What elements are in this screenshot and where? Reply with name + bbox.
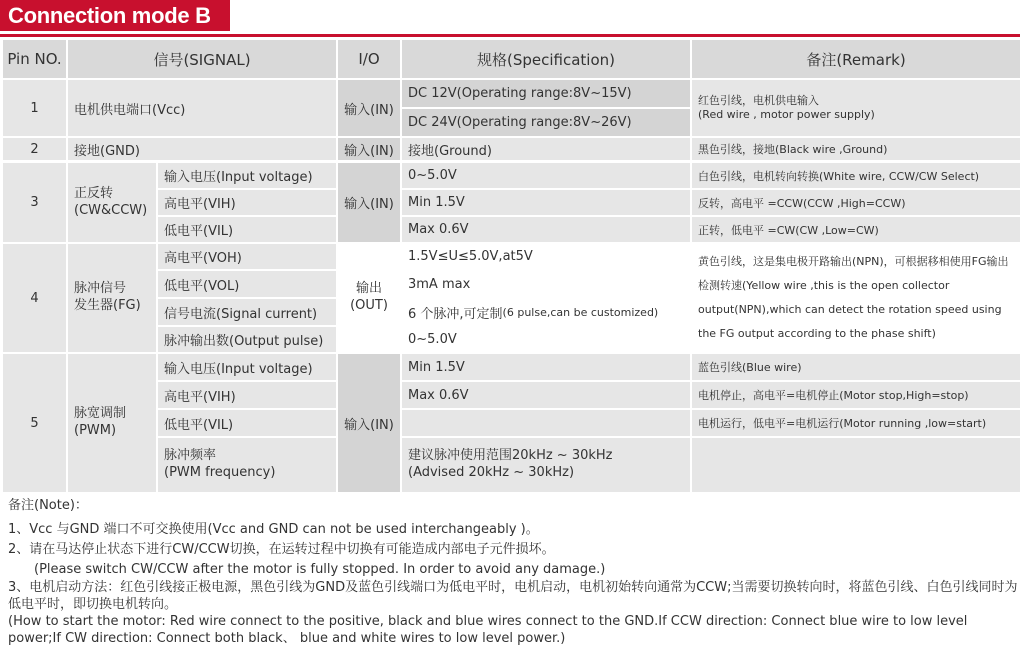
pin5-remark-wire: 蓝色引线(Blue wire) [692,354,1020,380]
pin3-spec-voltage: 0~5.0V [402,163,690,188]
pin5-spec-vih: Max 0.6V [402,382,690,408]
pin3-spec-vil: Max 0.6V [402,217,690,242]
pin5-sub-vih: 高电平(VIH) [158,382,336,408]
pin4-sub-voh: 高电平(VOH) [158,244,336,269]
pin4-spec-voh: 1.5V≤U≤5.0V,at5V [402,244,690,269]
pin2-spec: 接地(Ground) [402,138,690,160]
pin5-signal: 脉宽调制 (PWM) [68,354,156,492]
pin3-signal: 正反转 (CW&CCW) [68,163,156,242]
header-io: I/O [338,40,400,78]
pin5-sub-frequency: 脉冲频率 (PWM frequency) [158,438,336,492]
pin1-number: 1 [3,80,66,136]
pin4-sub-signal-current: 信号电流(Signal current) [158,299,336,325]
pin4-spec-vol: 3mA max [402,271,690,297]
notes-section [8,496,1020,648]
header-spec: 规格(Specification) [402,40,690,78]
header-pin: Pin NO. [3,40,66,78]
pin4-sub-vol: 低电平(VOL) [158,271,336,297]
pin3-sub-input-voltage: 输入电压(Input voltage) [158,163,336,188]
note-3-en: (How to start the motor: Red wire connect to the positive, black and blue wires connect to the GND.If CCW direction: Connect blue wire to low level power;If CW direction: Connect both black、 blue and white wires to low level power.) [8,613,968,646]
pin4-spec-current [402,299,690,325]
pin3-sub-vil: 低电平(VIL) [158,217,336,242]
pin5-spec-voltage: Min 1.5V [402,354,690,380]
pin5-sub-input-voltage: 输入电压(Input voltage) [158,354,336,380]
pin4-spec-pulse: 0~5.0V [402,327,690,352]
pin1-spec-24v: DC 24V(Operating range:8V~26V) [402,109,690,136]
notes-heading: 备注(Note)： [8,498,88,513]
pin5-remark-frequency [692,438,1020,492]
header-remark: 备注(Remark) [692,40,1020,78]
pin4-number: 4 [3,244,66,352]
pin3-remark-wire: 白色引线，电机转向转换(White wire, CCW/CW Select) [692,163,1020,188]
pin1-spec-12v: DC 12V(Operating range:8V~15V) [402,80,690,107]
note-3: 3、电机启动方法：红色引线接正极电源，黑色引线为GND及蓝色引线端口为低电平时，电机启动，电机初始转向通常为CCW;当需要切换转向时，将蓝色引线、白色引线同时为低电平时，即切换电机转向。 [8,580,1018,612]
header-signal: 信号(SIGNAL) [68,40,336,78]
pin2-number: 2 [3,138,66,160]
pin4-io: 输出 (OUT) [338,244,400,352]
pin3-sub-vih: 高电平(VIH) [158,190,336,215]
pin5-remark-stop: 电机停止，高电平=电机停止(Motor stop,High=stop) [692,382,1020,408]
pin2-remark: 黑色引线，接地(Black wire ,Ground) [692,138,1020,160]
pin5-io: 输入(IN) [338,354,400,492]
pin3-remark-cw: 正转，低电平 =CW(CW ,Low=CW) [692,217,1020,242]
pin5-spec-vil [402,410,690,436]
pin2-signal: 接地(GND) [68,138,336,160]
pin5-remark-run: 电机运行，低电平=电机运行(Motor running ,low=start) [692,410,1020,436]
title-underline [0,34,1020,37]
pin4-spec-current-note: (6 pulse,can be customized) [502,305,659,319]
pin1-io: 输入(IN) [338,80,400,136]
pin1-remark: 红色引线，电机供电输入 (Red wire , motor power supply) [692,80,1020,136]
pin4-remark: 黄色引线，这是集电极开路输出(NPN)，可根据移相使用FG输出检测转速(Yellow wire ,this is the open collector output(NPN),which can detect the rotation speed using the FG output according to the phase shift) [692,244,1020,352]
pin3-io: 输入(IN) [338,163,400,242]
pin2-io: 输入(IN) [338,138,400,160]
pin5-sub-vil: 低电平(VIL) [158,410,336,436]
note-2-en: (Please switch CW/CCW after the motor is fully stopped. In order to avoid any damage.) [34,562,606,577]
pin4-signal: 脉冲信号 发生器(FG) [68,244,156,352]
pin3-number: 3 [3,163,66,242]
note-2: 2、请在马达停止状态下进行CW/CCW切换，在运转过程中切换有可能造成内部电子元件损坏。 [8,542,555,557]
pin5-number: 5 [3,354,66,492]
pin3-spec-vih: Min 1.5V [402,190,690,215]
pin5-spec-frequency: 建议脉冲使用范围20kHz ~ 30kHz (Advised 20kHz ~ 30kHz) [402,438,690,492]
page-title: Connection mode B [0,0,230,31]
pin1-signal: 电机供电端口(Vcc) [68,80,336,136]
pin4-sub-output-pulse: 脉冲输出数(Output pulse) [158,327,336,352]
pin4-spec-current-cn: 6 个脉冲,可定制 [408,306,503,322]
note-1: 1、Vcc 与GND 端口不可交换使用(Vcc and GND can not be used interchangeably )。 [8,522,539,537]
pin3-remark-ccw: 反转，高电平 =CCW(CCW ,High=CCW) [692,190,1020,215]
